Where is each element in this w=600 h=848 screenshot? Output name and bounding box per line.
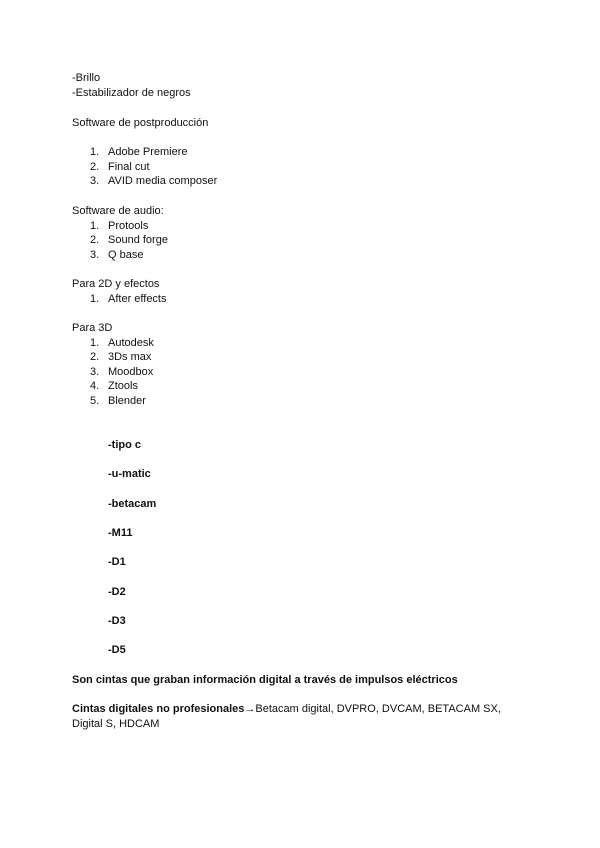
- fx3d-heading: Para 3D: [72, 322, 113, 334]
- tape-format: -betacam: [108, 498, 157, 510]
- tape-format: -D5: [108, 644, 126, 656]
- fx2d-list: [72, 292, 167, 307]
- post-section: [72, 116, 208, 131]
- list-item-label: Protools: [108, 219, 149, 232]
- fx2d-section: [72, 277, 167, 306]
- list-item-label: Blender: [108, 394, 146, 407]
- intro-block: [72, 71, 191, 100]
- intro-line: -Brillo: [72, 72, 101, 84]
- list-item: 1. Autodesk: [90, 336, 154, 349]
- post-list-wrap: [72, 145, 217, 189]
- tape-format: -tipo c: [108, 439, 141, 451]
- arrow-icon: →: [244, 703, 256, 715]
- list-item-label: Autodesk: [108, 336, 154, 349]
- list-item: 3. Moodbox: [90, 365, 154, 378]
- list-item: 1. Adobe Premiere: [90, 146, 188, 158]
- list-item-label: Final cut: [108, 160, 150, 173]
- list-item: 5. Blender: [90, 394, 146, 407]
- tape-format: -D3: [108, 615, 126, 627]
- fx2d-heading: Para 2D y efectos: [72, 278, 160, 290]
- fx3d-section: [72, 321, 154, 409]
- list-item: 2. 3Ds max: [90, 351, 152, 364]
- audio-list: [72, 219, 168, 263]
- list-item: 4. Ztools: [90, 380, 138, 393]
- tape-format: -D1: [108, 556, 126, 568]
- audio-section: [72, 204, 168, 262]
- summary-text: Son cintas que graban información digital a través de impulsos eléctricos: [72, 674, 458, 686]
- tape-format: -u-matic: [108, 468, 151, 480]
- nonpro-paragraph: [72, 702, 522, 731]
- list-item-label: Adobe Premiere: [108, 146, 188, 158]
- nonpro-text: Betacam digital, DVPRO, DVCAM, BETACAM SX, Digital S, HDCAM: [72, 703, 501, 730]
- list-item-label: AVID media composer: [108, 175, 218, 188]
- list-item-label: Sound forge: [108, 234, 168, 247]
- list-item-label: Q base: [108, 248, 144, 261]
- list-item: 1. Protools: [90, 219, 149, 232]
- intro-line: -Estabilizador de negros: [72, 86, 191, 99]
- fx3d-list: [72, 336, 154, 409]
- tape-format: -D2: [108, 586, 126, 598]
- post-list: [72, 145, 217, 189]
- list-item: 2. Sound forge: [90, 234, 168, 247]
- post-heading: Software de postproducción: [72, 117, 209, 129]
- list-item-label: After effects: [108, 292, 167, 305]
- list-item: 1. After effects: [90, 292, 167, 305]
- list-item: 3. Q base: [90, 248, 144, 261]
- list-item-label: Moodbox: [108, 365, 154, 378]
- list-item: 2. Final cut: [90, 160, 150, 173]
- list-item: 3. AVID media composer: [90, 175, 218, 188]
- audio-heading: Software de audio:: [72, 205, 164, 217]
- nonpro-label: Cintas digitales no profesionales: [72, 703, 245, 715]
- tape-format: -M11: [108, 527, 133, 539]
- list-item-label: 3Ds max: [108, 351, 152, 364]
- list-item-label: Ztools: [108, 380, 138, 393]
